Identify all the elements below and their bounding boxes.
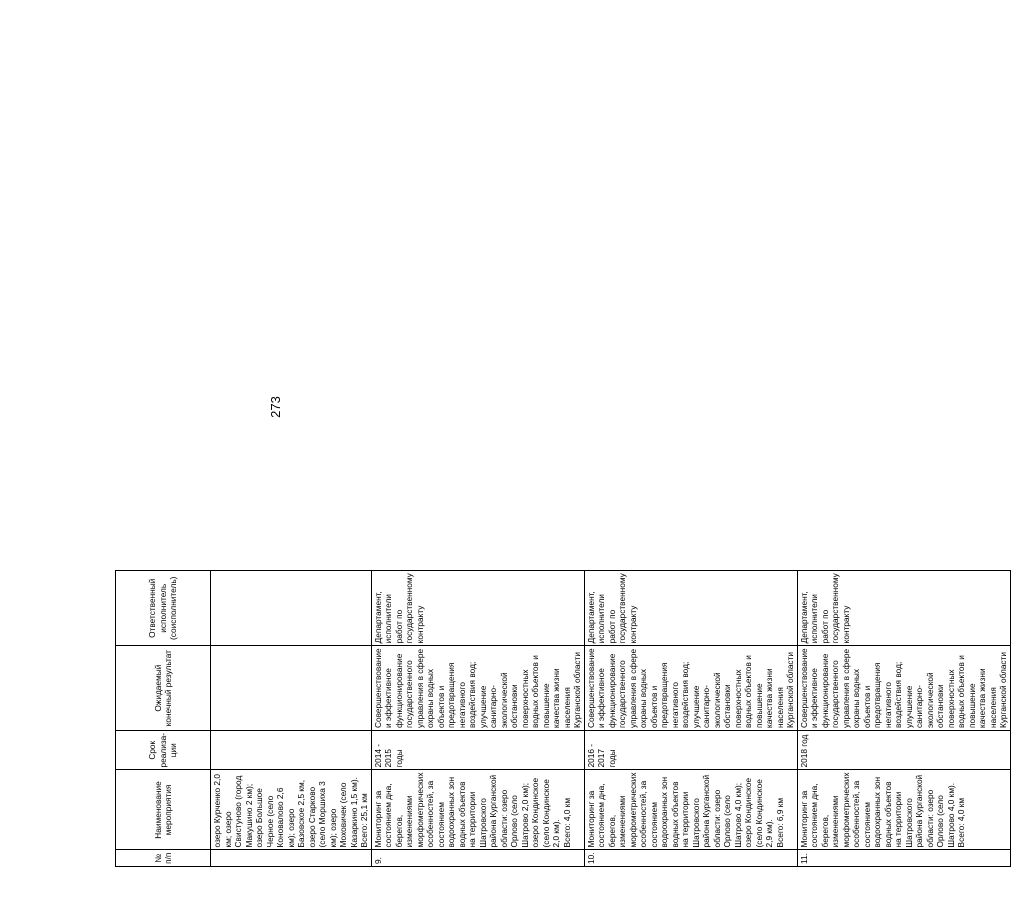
header-number: № п/п bbox=[116, 850, 211, 867]
table-header-row bbox=[116, 571, 211, 867]
cell-number bbox=[211, 850, 372, 867]
header-period: Срок реализа- ции bbox=[116, 730, 211, 770]
cell-expected-result bbox=[211, 646, 372, 731]
cell-measure-name: Мониторинг за состоянием дна, берегов, изменениями морфометрических особенностей, за состоянием водоохранных зон водных объектов на территории Шатровского района Курганской области: озеро Орлово (село Шатрово 4,0 км). Всего: 4,0 км bbox=[797, 770, 1010, 850]
cell-executor bbox=[211, 571, 372, 646]
cell-expected-result: Совершенствование и эффективное функционирование государственного управления в сфере охраны водных объектов и предотвращения негативного воздействия вод; улучшение санитарно-экологической обстановки поверхностных водных объектов и повышение качества жизни населения Курганской области bbox=[797, 646, 1010, 731]
cell-executor: Департамент, исполнители работ по государственному контракту bbox=[371, 571, 584, 646]
cell-expected-result: Совершенствование и эффективное функционирование государственного управления в сфере охраны водных объектов и предотвращения негативного воздействия вод; улучшение санитарно-экологической обстановки поверхностных водных объектов и повышение качества жизни населения Курганской области bbox=[584, 646, 797, 731]
page-number: 273 bbox=[268, 396, 283, 418]
table-row bbox=[584, 571, 797, 867]
header-measure-name: Наименование мероприятия bbox=[116, 770, 211, 850]
header-executor: Ответственный исполнитель (соисполнитель) bbox=[116, 571, 211, 646]
table-row bbox=[797, 571, 1010, 867]
cell-period: 2018 год bbox=[797, 730, 1010, 770]
cell-measure-name: Мониторинг за состоянием дна, берегов, изменениями морфометрических особенностей, за состоянием водоохранных зон водных объектов на территории Шатровского района Курганской области: озеро Орлово (село Шатрово 4,0 км); озеро Кондинское (село Кондинское 2,9 км). Всего: 6,9 км bbox=[584, 770, 797, 850]
cell-period bbox=[211, 730, 372, 770]
cell-period: 2014 - 2015 годы bbox=[371, 730, 584, 770]
cell-executor: Департамент, исполнители работ по государственному контракту bbox=[797, 571, 1010, 646]
cell-measure-name: Мониторинг за состоянием дна, берегов, изменениями морфометрических особенностей, за состоянием водоохранных зон водных объектов на территории Шатровского района Курганской области: озеро Орлово (село Шатрово 2,0 км); озеро Кондинское (село Кондинское 2,0 км). Всего: 4,0 км bbox=[371, 770, 584, 850]
cell-number: 11. bbox=[797, 850, 1010, 867]
cell-executor: Департамент, исполнители работ по государственному контракту bbox=[584, 571, 797, 646]
table-row bbox=[211, 571, 372, 867]
cell-period: 2016 - 2017 годы bbox=[584, 730, 797, 770]
table-row bbox=[371, 571, 584, 867]
measures-table bbox=[115, 570, 1011, 867]
header-expected-result: Ожидаемый конечный результат bbox=[116, 646, 211, 731]
cell-number: 9. bbox=[371, 850, 584, 867]
cell-number: 10. bbox=[584, 850, 797, 867]
cell-measure-name: озеро Курченко 2,0 км; озеро Свистуново (город Макушино 2 км); озеро Большое Черное (село Коновалово 2,6 км); озеро Базовское 2,5 км, озеро Старково (село Моршиха 3 км); озеро Моховичек (село Казаркино 1,5 км). Всего: 25,1 км bbox=[211, 770, 372, 850]
cell-expected-result: Совершенствование и эффективное функционирование государственного управления в сфере охраны водных объектов и предотвращения негативного воздействия вод; улучшение санитарно-экологической обстановки поверхностных водных объектов и повышение качества жизни населения Курганской области bbox=[371, 646, 584, 731]
